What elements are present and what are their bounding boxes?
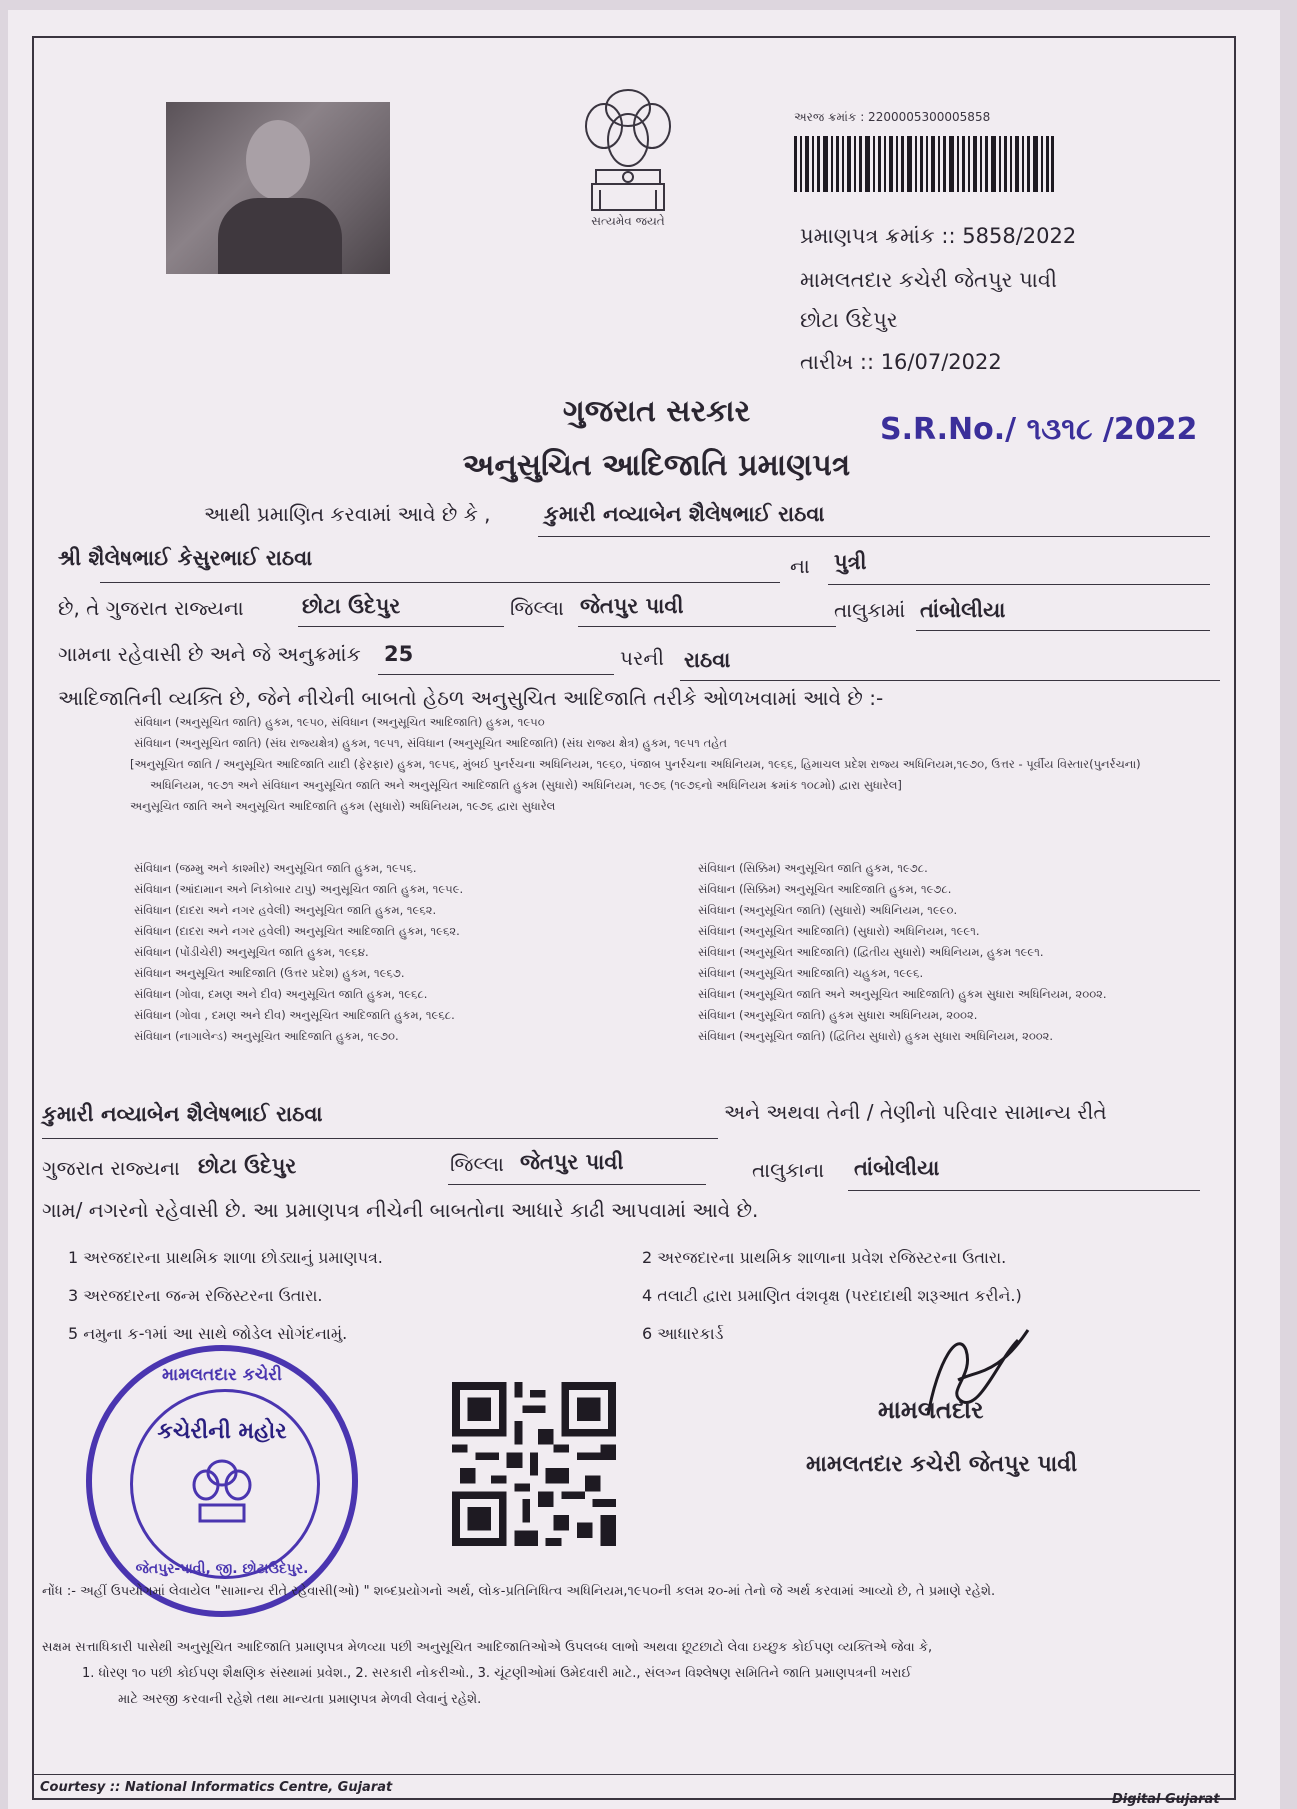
recognition-text: આદિજાતિની વ્યક્તિ છે, જેને નીચેની બાબતો હેઠળ અનુસુચિત આદિજાતિ તરીકે ઓળખવામાં આવે છે :- [58,686,884,710]
signatory-title: મામલતદાર [878,1396,984,1424]
certificate-number: પ્રમાણપત્ર ક્રમાંક :: 5858/2022 [800,224,1077,248]
order-right-item: સંવિધાન (અનુસૂચિત જાતિ) (સુધારો) અધિનિયમ, ૧૯૯૦. [698,903,958,917]
order-line: સંવિધાન (અનુસૂચિત જાતિ) (સંઘ રાજ્યક્ષેત્ર) હુકમ, ૧૯૫૧, સંવિધાન (અનુસૂચિત આદિજાતિ) (સંઘ રાજ્ય ક્ષેત્ર) હુકમ, ૧૯૫૧ તહેત [134,736,727,750]
emblem-motto: સત્યમેવ જયતે [591,214,665,228]
stamp-bottom-text: જેતપુર-પાવી, જી. છોટાઉદેપુર. [135,1561,309,1577]
village-line [916,630,1210,631]
application-number: અરજ ક્રમાંક : 2200005300005858 [794,110,991,124]
intro-text: આથી પ્રમાણિત કરવામાં આવે છે કે , [204,502,491,526]
document-item: 5 નમુના ક-૧માં આ સાથે જોડેલ સોગંદનામું. [68,1324,348,1343]
order-line: સંવિધાન (અનુસૂચિત જાતિ) હુકમ, ૧૯૫૦, સંવિધાન (અનુસૂચિત આદિજાતિ) હુકમ, ૧૯૫૦ [134,715,545,729]
order-left-item: સંવિધાન (ગોવા, દમણ અને દીવ) અનુસૂચિત જાતિ હુકમ, ૧૯૬૮. [134,987,428,1001]
residence-taluka: જેતપુર પાવી [520,1150,624,1174]
order-right-item: સંવિધાન (અનુસૂચિત જાતિ) હુકમ સુધારા અધિનિયમ, ૨૦૦૨. [698,1008,978,1022]
document-item: 4 તલાટી દ્વારા પ્રમાણિત વંશવૃક્ષ (પરદાદાથી શરૂઆત કરીને.) [642,1286,1022,1305]
order-left-item: સંવિધાન અનુસૂચિત આદિજાતિ (ઉત્તર પ્રદેશ) હુકમ, ૧૯૬૭. [134,966,405,980]
photo-body [218,198,342,274]
certificate-sheet [8,10,1280,1809]
issuing-district: છોટા ઉદેપુર [800,308,898,332]
order-line: અનુસૂચિત જાતિ અને અનુસૂચિત આદિજાતિ હુકમ (સુધારો) અધિનિયમ, ૧૯૭૬ દ્વારા સુધારેલ [130,799,556,813]
order-left-item: સંવિધાન (આંદામાન અને નિકોબાર ટાપુ) અનુસૂચિત જાતિ હુકમ, ૧૯૫૯. [134,882,464,896]
relation: પુત્રી [834,550,867,574]
order-left-item: સંવિધાન (દાદરા અને નગર હવેલી) અનુસૂચિત જાતિ હુકમ, ૧૯૬૨. [134,903,437,917]
applicant-line [538,536,1210,537]
government-title: ગુજરાત સરકાર [562,394,751,429]
taluka-word: તાલુકામાં [834,598,906,622]
serial-line [378,674,614,675]
residence-district: છોટા ઉદેપુર [198,1154,297,1178]
qr-code [452,1382,616,1546]
order-right-item: સંવિધાન (અનુસૂચિત જાતિ) (દ્વિતિય સુધારો) હુકમ સુધારા અધિનિયમ, ૨૦૦૨. [698,1029,1054,1043]
residence-name-line [42,1138,718,1139]
residence-taluka-line [448,1184,706,1185]
father-line [100,582,780,583]
stamp-middle-text: કચેરીની મહોર [157,1419,287,1444]
residence-state-prefix: ગુજરાત રાજ્યના [42,1156,180,1180]
footer-brand: Digital Gujarat [1112,1792,1220,1807]
orders-full-block [130,712,1214,817]
footer-courtesy: Courtesy :: National Informatics Centre, Gujarat [40,1780,393,1795]
relation-line [828,584,1210,585]
photo-face [246,120,310,200]
residence-note: નોંધ :- અહીં ઉપયોગમાં લેવાયેલ "સામાન્ય રીતે રહેવાસી(ઓ) " શબ્દપ્રયોગનો અર્થ, લોક-પ્રતિનિધિત્વ અધિનિયમ,૧૯૫૦ની કલમ ૨૦-માં તેનો જે અર્થ કરવામાં આવ્યો છે, તે પ્રમાણે રહેશે. [42,1584,996,1599]
residence-village: તાંબોલીયા [854,1156,940,1180]
issuing-office: મામલતદાર કચેરી જેતપુર પાવી [800,268,1057,292]
issue-date: તારીખ :: 16/07/2022 [800,350,1002,374]
order-left-item: સંવિધાન (દાદરા અને નગર હવેલી) અનુસૂચિત આદિજાતિ હુકમ, ૧૯૬૨. [134,924,460,938]
orders-right-column [698,858,1238,1047]
stamp-top-text: મામલતદાર કચેરી [162,1365,282,1385]
par-ni-text: પરની [620,646,664,670]
village-prefix: ગામના રહેવાસી છે અને જે અનુક્રમાંક [58,642,361,666]
family-text: અને અથવા તેની / તેણીનો પરિવાર સામાન્ય રીતે [724,1100,1107,1124]
residence-district-word: જિલ્લા [450,1152,504,1176]
order-left-item: સંવિધાન (જમ્મુ અને કાશ્મીર) અનુસૂચિત જાતિ હુકમ, ૧૯૫૬. [134,861,417,875]
competent-authority-note: સક્ષમ સત્તાધિકારી પાસેથી અનુસૂચિત આદિજાતિ પ્રમાણપત્ર મેળવ્યા પછી અનુસૂચિત આદિજાતિઓએ ઉપલબ્ધ લાભો અથવા છૂટછાટો લેવા ઇચ્છુક કોઈપણ વ્યક્તિએ જેવા કે, [42,1640,933,1655]
order-line: અધિનિયમ, ૧૯૭૧ અને સંવિધાન અનુસૂચિત જાતિ અને અનુસૂચિત આદિજાતિ હુકમ (સુધારો) અધિનિયમ, ૧૯૭૬ (૧૯૭૬નો અધિનિયમ ક્રમાંક ૧૦૮મો) દ્વારા સુધારેલ] [150,778,902,792]
applicant-photo [166,102,390,274]
official-stamp [86,1345,358,1617]
applicant-name: કુમારી નવ્યાબેન શૈલેષભાઈ રાઠવા [544,502,825,526]
order-right-item: સંવિધાન (અનુસૂચિત આદિજાતિ) ચહુકમ, ૧૯૯૬. [698,966,924,980]
district-line [298,626,504,627]
barcode [794,136,1054,192]
document-item: 3 અરજદારના જન્મ રજિસ્ટરના ઉતારા. [68,1286,323,1305]
caste-line [680,680,1220,681]
order-right-item: સંવિધાન (અનુસૂચિત આદિજાતિ) (સુધારો) અધિનિયમ, ૧૯૯૧. [698,924,980,938]
order-left-item: સંવિધાન (ગોવા , દમણ અને દીવ) અનુસૂચિત આદિજાતિ હુકમ, ૧૯૬૮. [134,1008,455,1022]
document-item: 2 અરજદારના પ્રાથમિક શાળાના પ્રવેશ રજિસ્ટરના ઉતારા. [642,1248,1007,1267]
order-line: [અનુસૂચિત જાતિ / અનુસૂચિત આદિજાતિ યાદી (ફેરફાર) હુકમ, ૧૯૫૬, મુંબઈ પુનર્રચના અધિનિયમ, ૧૯૬૦, પંજાબ પુનર્રચના અધિનિયમ, ૧૯૬૬, હિમાચલ પ્રદેશ રાજ્ય અધિનિયમ,૧૯૭૦, ઉત્તર - પૂર્વીય વિસ્તાર(પુનર્રચના) [130,757,1141,771]
taluka-line [578,626,836,627]
document-item: 6 આધારકાર્ડ [642,1324,724,1343]
district-value: છોટા ઉદેપુર [302,594,401,618]
na-text: ના [790,554,810,578]
serial-value: 25 [384,642,414,666]
caste-value: રાઠવા [684,648,731,672]
competent-authority-end: માટે અરજી કરવાની રહેશે તથા માન્યતા પ્રમાણપત્ર મેળવી લેવાનું રહેશે. [118,1692,482,1707]
father-name: શ્રી શૈલેષભાઈ કેસુરભાઈ રાઠવા [58,546,313,570]
stamp-emblem-icon [184,1455,260,1535]
residence-taluka-word: તાલુકાના [752,1158,825,1182]
order-right-item: સંવિધાન (સિક્કિમ) અનુસૂચિત જાતિ હુકમ, ૧૯૭૮. [698,861,928,875]
residence-closing: ગામ/ નગરનો રહેવાસી છે. આ પ્રમાણપત્ર નીચેની બાબતોના આધારે કાઢી આપવામાં આવે છે. [42,1198,759,1222]
order-left-item: સંવિધાન (પોંડીચેરી) અનુસૂચિત જાતિ હુકમ, ૧૯૬૪. [134,945,369,959]
document-item: 1 અરજદારના પ્રાથમિક શાળા છોડ્યાનું પ્રમાણપત્ર. [68,1248,383,1267]
footer-divider [34,1774,1234,1775]
residence-village-line [848,1190,1200,1191]
order-right-item: સંવિધાન (અનુસૂચિત જાતિ અને અનુસૂચિત આદિજાતિ) હુકમ સુધારા અધિનિયમ, ૨૦૦૨. [698,987,1107,1001]
order-left-item: સંવિધાન (નાગાલેન્ડ) અનુસૂચિત આદિજાતિ હુકમ, ૧૯૭૦. [134,1029,399,1043]
orders-left-column [134,858,694,1047]
village-value: તાંબોલીયા [920,598,1006,622]
order-right-item: સંવિધાન (સિક્કિમ) અનુસૂચિત આદિજાતિ હુકમ, ૧૯૭૮. [698,882,952,896]
order-right-item: સંવિધાન (અનુસૂચિત આદિજાતિ) (દ્વિતીય સુધારો) અધિનિયમ, હુકમ ૧૯૯૧. [698,945,1044,959]
state-prefix: છે, તે ગુજરાત રાજ્યના [58,596,244,620]
serial-number: S.R.No./ ૧૩૧૮ /2022 [880,412,1198,447]
taluka-value: જેતપુર પાવી [580,594,684,618]
signatory-office: મામલતદાર કચેરી જેતપુર પાવી [806,1452,1078,1477]
residence-name: કુમારી નવ્યાબેન શૈલેષભાઈ રાઠવા [42,1102,323,1126]
certificate-title: અનુસુચિત આદિજાતિ પ્રમાણપત્ર [462,448,851,483]
district-word: જિલ્લા [510,596,564,620]
competent-authority-list: 1. ધોરણ ૧૦ પછી કોઈપણ શૈક્ષણિક સંસ્થામાં પ્રવેશ., 2. સરકારી નોકરીઓ., 3. ચૂંટણીઓમાં ઉમેદવારી માટે., સંલગ્ન વિશ્લેષણ સમિતિને જાતિ પ્રમાણપત્રની ખરાઈ [82,1666,912,1681]
